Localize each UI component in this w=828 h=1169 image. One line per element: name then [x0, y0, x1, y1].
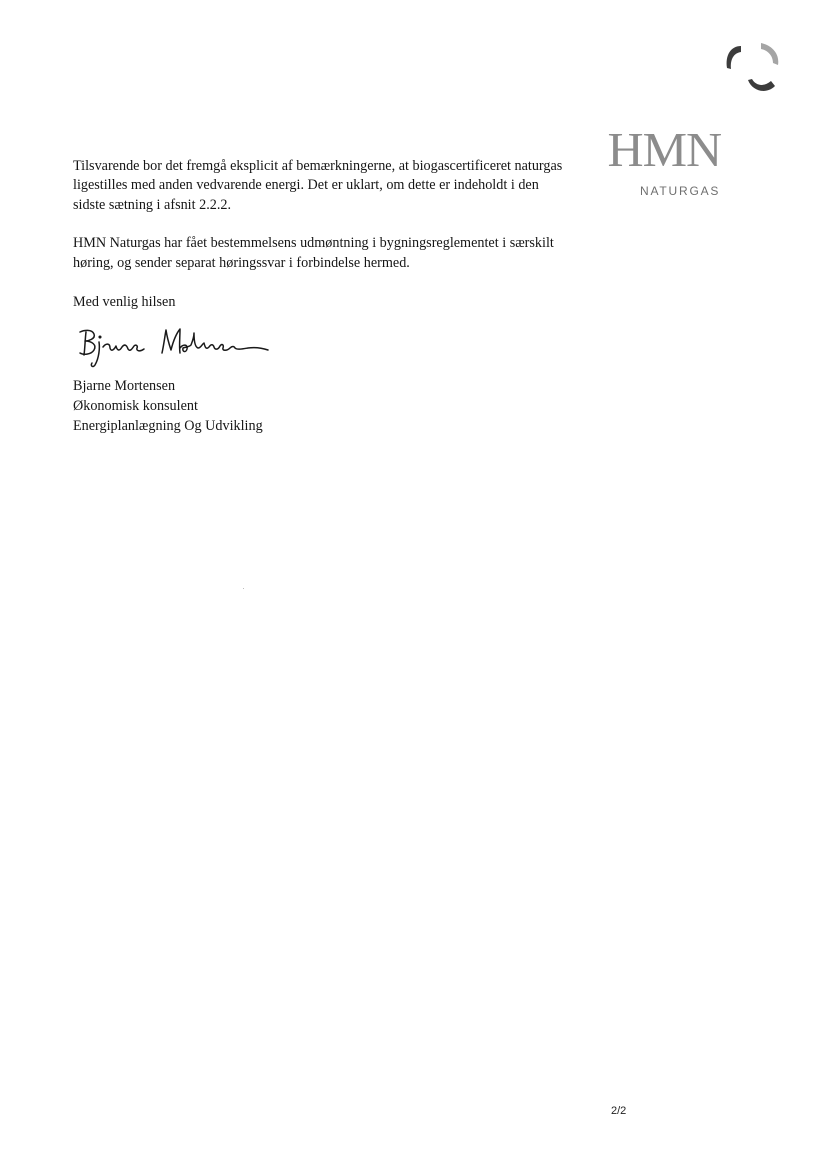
- logo-mark-icon: [590, 38, 790, 128]
- scan-speck: [243, 588, 244, 589]
- logo-tagline: NATURGAS: [640, 184, 721, 198]
- handwritten-signature: [70, 320, 280, 372]
- page-number: 2/2: [611, 1105, 627, 1117]
- paragraph: Tilsvarende bor det fremgå eksplicit af bemærkningerne, at biogascertificeret naturgas ligestilles med anden vedvarende energi. Det er uklart, om dette er indeholdt i den sidste sætning i afsnit 2.2.2.: [73, 158, 563, 213]
- company-logo: [590, 38, 790, 198]
- signatory-block: [73, 376, 263, 436]
- signatory-title: Økonomisk konsulent: [73, 398, 198, 414]
- signatory-name: Bjarne Mortensen: [73, 378, 176, 394]
- signatory-department: Energiplanlægning Og Udvikling: [73, 418, 263, 434]
- closing: Med venlig hilsen: [73, 294, 176, 311]
- letter-body: [73, 157, 563, 312]
- logo-wordmark: HMN: [607, 122, 722, 177]
- paragraph: HMN Naturgas har fået bestemmelsens udmøntning i bygningsreglementet i særskilt høring, og sender separat høringssvar i forbindelse hermed.: [73, 235, 554, 271]
